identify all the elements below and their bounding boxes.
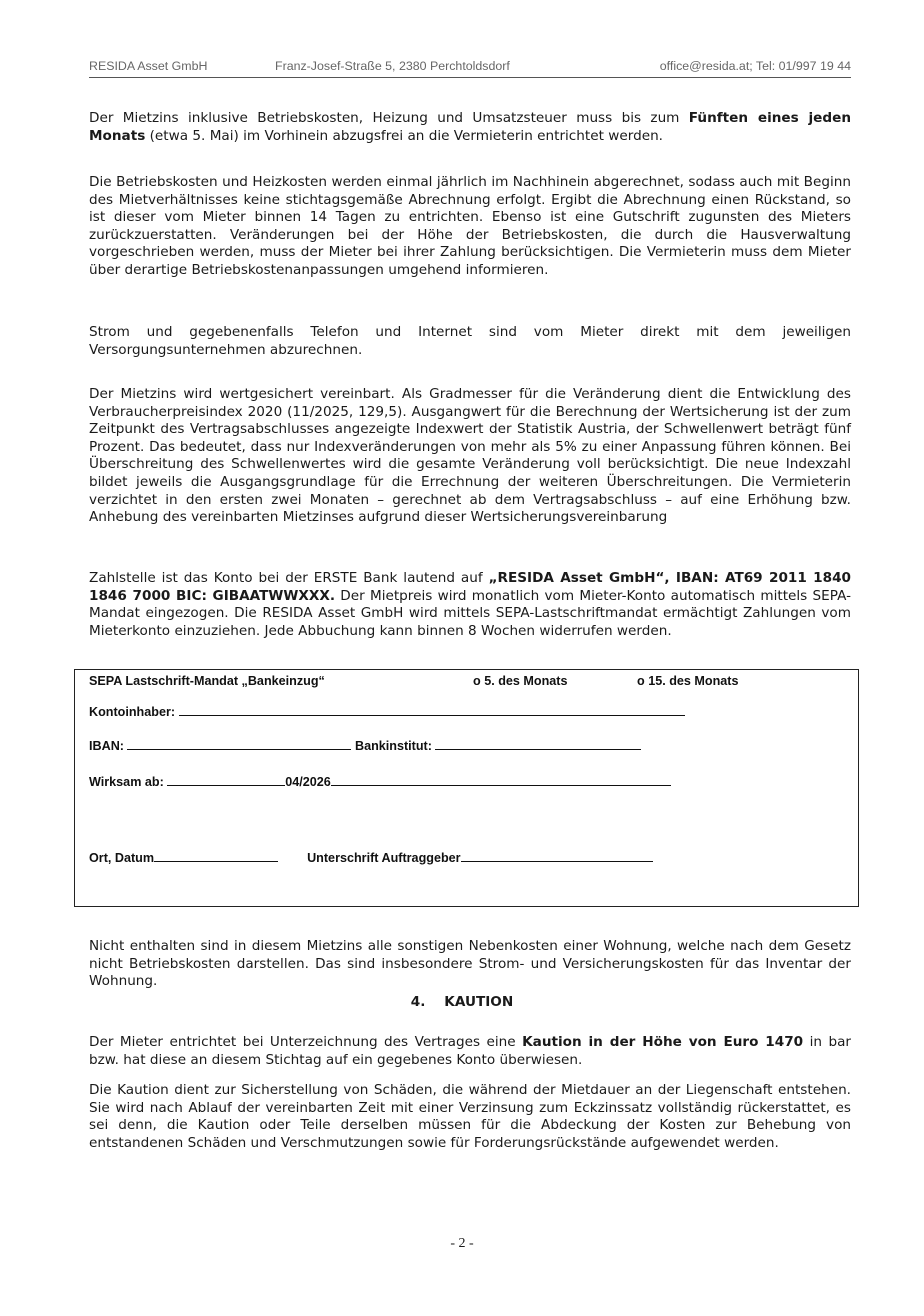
signature-label: Unterschrift Auftraggeber <box>307 851 461 865</box>
account-holder-label: Kontoinhaber: <box>89 705 176 719</box>
effective-trailing-field[interactable] <box>331 774 671 786</box>
page-header <box>89 59 851 78</box>
iban-row <box>89 738 641 753</box>
paragraph-payment-due <box>89 110 851 145</box>
account-holder-row <box>89 704 685 719</box>
paragraph-text: in bar bzw. hat diese an diesem Stichtag auf ein gegebenes Konto überwiesen. <box>89 1034 851 1068</box>
header-company: RESIDA Asset GmbH <box>89 59 208 73</box>
effective-blank-field[interactable] <box>167 774 285 786</box>
paragraph-operating-costs: Die Betriebskosten und Heizkosten werden einmal jährlich im Nachhinein abgerechnet, sodass auch mit Beginn des Mietverhältnisses keine stichtagsgemäße Abrechnung erfolgt. Ergibt die Abrechnung einen Rückstand, so ist dieser vom Mieter binnen 14 Tagen zu entrichten. Ebenso ist eine Gutschrift zugunsten des Mieters zurückzuerstatten. Veränderungen bei der Höhe der Betriebskosten, die durch die Hausverwaltung vorgeschrieben werden, muss der Mieter bei ihrer Zahlung berücksichtigen. Die Vermieterin muss dem Mieter über derartige Betriebskostenanpassungen umgehend informieren. <box>89 174 851 278</box>
bank-label: Bankinstitut: <box>354 739 432 753</box>
paragraph-excluded-costs: Nicht enthalten sind in diesem Mietzins alle sonstigen Nebenkosten einer Wohnung, welche nach dem Gesetz nicht Betriebskosten darstellen. Das sind insbesondere Strom- und Versicherungskosten für das Inventar der Wohnung. <box>89 938 851 990</box>
section-heading-deposit: 4. KAUTION <box>410 994 514 1010</box>
place-date-field[interactable] <box>154 850 278 862</box>
paragraph-bold-text: Fünften eines jeden Monats <box>89 110 851 144</box>
sepa-title: SEPA Lastschrift-Mandat „Bankeinzug“ <box>89 674 325 688</box>
paragraph-bold-text: „RESIDA Asset GmbH“, IBAN: AT69 2011 1840 1846 7000 BIC: GIBAATWWXXX. <box>89 570 851 604</box>
iban-label: IBAN: <box>89 739 124 753</box>
effective-value: 04/2026 <box>285 775 331 789</box>
paragraph-deposit-amount <box>89 1034 851 1069</box>
place-date-label: Ort, Datum <box>89 851 155 865</box>
header-address: Franz-Josef-Straße 5, 2380 Perchtoldsdorf <box>275 59 510 73</box>
paragraph-utilities: Strom und gegebenenfalls Telefon und Internet sind vom Mieter direkt mit dem jeweiligen Versorgungsunternehmen abzurechnen. <box>89 324 851 358</box>
paragraph-text: (etwa 5. Mai) im Vorhinein abzugsfrei an die Vermieterin entrichtet werden. <box>145 127 664 144</box>
option-5th-checkbox[interactable]: o 5. des Monats <box>473 674 568 688</box>
paragraph-text: Der Mietpreis wird monatlich vom Mieter-Konto automatisch mittels SEPA-Mandat eingezogen. Die RESIDA Asset GmbH wird mittels SEPA-Lastschriftmandat ermächtigt Zahlungen vom Mieterkonto einzuziehen. Jede Abbuchung kann binnen 8 Wochen widerrufen werden. <box>89 587 851 639</box>
signature-field[interactable] <box>461 850 653 862</box>
option-15th-checkbox[interactable]: o 15. des Monats <box>637 674 739 688</box>
header-contact: office@resida.at; Tel: 01/997 19 44 <box>659 59 851 73</box>
paragraph-payment-account <box>89 570 851 640</box>
signature-row <box>89 850 653 865</box>
paragraph-bold-text: Kaution in der Höhe von Euro 1470 <box>522 1034 804 1050</box>
paragraph-value-adjustment: Der Mietzins wird wertgesichert vereinbart. Als Gradmesser für die Veränderung dient die Entwicklung des Verbraucherpreisindex 2020 (11/2025, 129,5). Ausgangwert für die Berechnung der Wertsicherung ist der zum Zeitpunkt des Vertragsabschlusses angezeigte Indexwert der Statistik Austria, der Schwellenwert beträgt fünf Prozent. Das bedeutet, dass nur Indexveränderungen von mehr als 5% zu einer Anpassung führen können. Bei Überschreitung des Schwellenwertes wird die gesamte Veränderung voll berücksichtigt. Die neue Indexzahl bildet jeweils die Ausgangsgrundlage für die Errechnung der weiteren Überschreitungen. Die Vermieterin verzichtet in den ersten zwei Monaten – gerechnet ab dem Vertragsabschluss – auf eine Erhöhung bzw. Anhebung des vereinbarten Mietzinses aufgrund dieser Wertsicherungsvereinbarung <box>89 386 851 526</box>
page-number: - 2 - <box>450 1236 474 1251</box>
account-holder-field[interactable] <box>179 704 685 716</box>
effective-row <box>89 774 671 789</box>
paragraph-text: Zahlstelle ist das Konto bei der ERSTE Bank lautend auf <box>89 570 489 586</box>
paragraph-text: Der Mietzins inklusive Betriebskosten, Heizung und Umsatzsteuer muss bis zum <box>89 110 689 126</box>
effective-label: Wirksam ab: <box>89 775 164 789</box>
sepa-mandate-form <box>74 669 859 907</box>
paragraph-deposit-purpose: Die Kaution dient zur Sicherstellung von Schäden, die während der Mietdauer an der Liegenschaft entstehen. Sie wird nach Ablauf der vereinbarten Zeit mit einer Verzinsung zum Eckzinssatz vollständig rückerstattet, es sei denn, die Kaution oder Teile derselben müssen für die Abdeckung der Kosten zur Behebung von entstandenen Schäden und Verschmutzungen sowie für Forderungsrückstände aufgewendet werden. <box>89 1082 851 1151</box>
paragraph-text: Der Mieter entrichtet bei Unterzeichnung des Vertrages eine <box>89 1034 523 1050</box>
iban-field[interactable] <box>127 738 351 750</box>
bank-field[interactable] <box>435 738 641 750</box>
